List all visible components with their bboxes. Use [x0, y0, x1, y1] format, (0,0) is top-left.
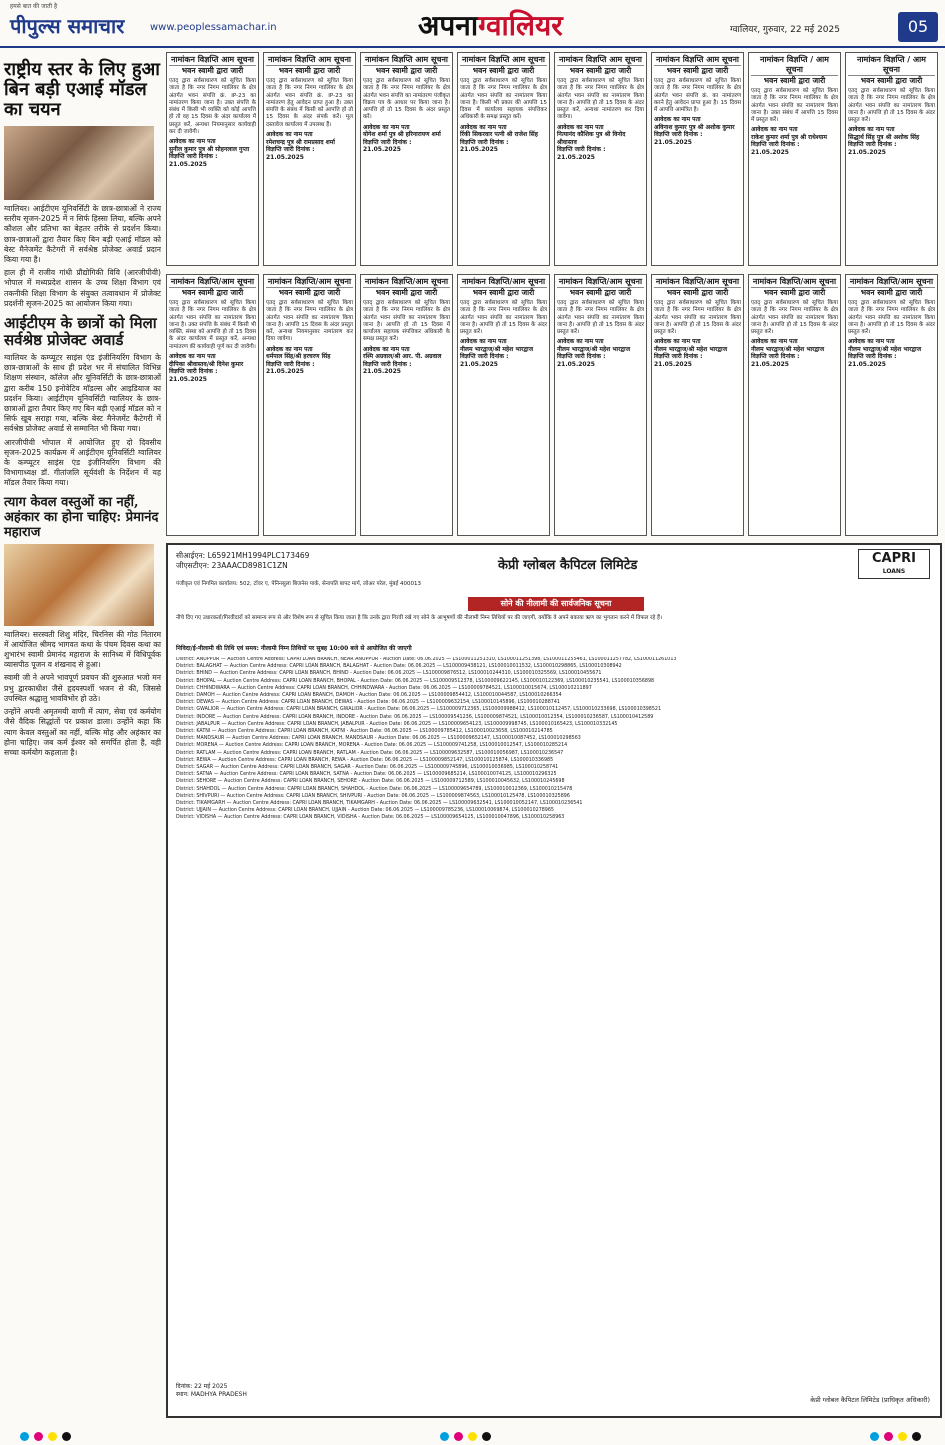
notice-signature-line: विज्ञप्ति जारी दिनांक : 21.05.2025 [169, 153, 218, 168]
name-transfer-notice [651, 274, 744, 536]
notice-body: एतद् द्वारा सर्वसाधारण को सूचित किया जाता है कि नगर निगम ग्वालियर के क्षेत्र अंतर्गत भवन संपत्ति का नामांतरण किया जाना है। आपत्ति हो तो 15 दिवस के अंदर प्रस्तुत करें। [848, 88, 935, 124]
auction-entry: District: DEWAS — Auction Centre Address: CAPRI LOAN BRANCH, DEWAS - Auction Date: 06.06.2025 — LS100009632154, LS100010145896, LS100010288741 [176, 700, 560, 706]
notice-signature-line: आवेदक का नाम पता [751, 338, 798, 346]
notice-body: एतद् द्वारा सर्वसाधारण को सूचित किया जाता है कि नगर निगम ग्वालियर के क्षेत्र अंतर्गत भवन संपत्ति का नामांतरण किया जाना है। आपत्ति हो तो 15 दिवस के अंदर प्रस्तुत करें। [654, 300, 741, 336]
notices-row-1 [166, 52, 942, 270]
auction-entry: District: CHHINDWARA — Auction Centre Address: CAPRI LOAN BRANCH, CHHINDWARA - Auction Date: 06.06.2025 — LS100009784521, LS100010015674, LS100010211897 [176, 685, 592, 691]
ad-notice-banner: सोने की नीलामी की सार्वजनिक सूचना [468, 597, 644, 611]
ad-auction-list [176, 657, 936, 1377]
notice-signature-line: नित्यानंद कौशिक पुत्र श्री विनोद श्रीवास्तव [557, 131, 626, 146]
notice-signature-line: विज्ञप्ति जारी दिनांक : 21.05.2025 [848, 353, 897, 368]
logo-sub: LOANS [882, 568, 906, 575]
registration-mark [870, 1432, 879, 1441]
notice-signature [848, 126, 935, 156]
ad-footer-signature: केप्री ग्लोबल कैपिटल लिमिटेड (प्राधिकृत अधिकारी) [810, 1396, 930, 1404]
name-transfer-notice [360, 274, 453, 536]
notice-signature [460, 338, 547, 368]
notice-signature-line: नीलम भारद्वाज/श्री महेश भारद्वाज [848, 345, 922, 353]
notice-title: नामांकन विज्ञप्ति/आम सूचना [267, 277, 352, 286]
name-transfer-notice [457, 274, 550, 536]
ad-footer-date: दिनांक: 22 मई 2025 [176, 1383, 228, 1390]
notice-title: नामांकन विज्ञप्ति आम सूचना [655, 55, 739, 64]
registration-mark [454, 1432, 463, 1441]
capri-logo [858, 549, 930, 579]
ad-cin-block [176, 551, 309, 571]
notice-signature-line: सिद्धार्थ सिंह पुत्र श्री अशोक सिंह [848, 133, 920, 141]
notice-body: एतद् द्वारा सर्वसाधारण को सूचित किया जाता है कि नगर निगम ग्वालियर के क्षेत्र अंतर्गत भवन संपत्ति का नामांतरण किया जाना है। आपत्ति 15 दिवस के अंदर प्रस्तुत करें, अन्यथा नियमानुसार नामांतरण कर दिया जावेगा। [266, 300, 353, 343]
section-title-b: ग्वालियर [478, 9, 563, 42]
notice-subtitle: भवन स्वामी द्वारा जारी [569, 66, 632, 75]
notice-signature [266, 346, 353, 376]
auction-entry: District: INDORE — Auction Centre Address: CAPRI LOAN BRANCH, INDORE - Auction Date: 06.06.2025 — LS100009541236, LS100009874521, LS100010012354, LS100010236587, LS100010412589 [176, 714, 654, 720]
notice-signature [169, 353, 256, 383]
notice-signature [848, 338, 935, 368]
auction-entry: District: BALAGHAT — Auction Centre Address: CAPRI LOAN BRANCH, BALAGHAT - Auction Date: 06.06.2025 — LS100009438121, LS100010011532, LS100010298865, LS100010308942 [176, 664, 622, 670]
registration-mark [468, 1432, 477, 1441]
registration-mark [48, 1432, 57, 1441]
notice-subtitle: भवन स्वामी द्वारा जारी [181, 288, 244, 297]
notice-signature-line: विज्ञप्ति जारी दिनांक : 21.05.2025 [557, 146, 606, 161]
notice-signature-line: विज्ञप्ति जारी दिनांक : 21.05.2025 [751, 141, 800, 156]
notice-signature-line: आवेदक का नाम पता [460, 338, 507, 346]
auction-entry: District: VIDISHA — Auction Centre Address: CAPRI LOAN BRANCH, VIDISHA - Auction Date: 06.06.2025 — LS100009654125, LS100010047896, LS100010258963 [176, 815, 565, 821]
notice-signature-line: नीलम भारद्वाज/श्री महेश भारद्वाज [654, 345, 728, 353]
notice-body: एतद् द्वारा सर्वसाधारण को सूचित किया जाता है कि नगर निगम ग्वालियर के क्षेत्र अंतर्गत भवन संपत्ति क्रं. IP-23 का नामांतरण हेतु आवेदन प्राप्त हुआ है। उक्त संपत्ति के संबंध में किसी को आपत्ति हो तो 15 दिवस के अंदर संपर्क करें। मूल दस्तावेज कार्यालय में उपलब्ध हैं। [266, 78, 353, 128]
auction-entry: District: MANDSAUR — Auction Centre Address: CAPRI LOAN BRANCH, MANDSAUR - Auction Date: 06.06.2025 — LS100009652147, LS100010087452, LS100010298563 [176, 736, 581, 742]
notice-subtitle: भवन स्वामी द्वारा जारी [278, 66, 341, 75]
notice-signature-line: रिंकी सिकरवार पत्नी श्री राजेश सिंह [460, 131, 538, 139]
dateline: ग्वालियर, गुरुवार, 22 मई 2025 [730, 25, 840, 35]
notice-signature-line: आवेदक का नाम पता [363, 123, 410, 131]
name-transfer-notice [263, 274, 356, 536]
notice-signature-line: नीलम भारद्वाज/श्री महेश भारद्वाज [460, 345, 534, 353]
notice-body: एतद् द्वारा सर्वसाधारण को सूचित किया जाता है कि नगर निगम ग्वालियर के क्षेत्र अंतर्गत भवन संपत्ति का नामांतरण किया जाना है। आपत्ति हो तो 15 दिवस के अंदर प्रस्तुत करें, अन्यथा नामांतरण कर दिया जावेगा। [557, 78, 644, 121]
notice-signature-line: राकेश कुमार शर्मा पुत्र श्री राधेश्याम [751, 133, 827, 141]
name-transfer-notice [457, 52, 550, 266]
notice-body: एतद् द्वारा सर्वसाधारण को सूचित किया जाता है कि नगर निगम ग्वालियर के क्षेत्र अंतर्गत भवन संपत्ति का नामांतरण किया जाना है। आपत्ति हो तो 15 दिवस के अंदर प्रस्तुत करें। [460, 300, 547, 336]
notice-subtitle: भवन स्वामी द्वारा जारी [860, 288, 923, 297]
notices-row-2 [166, 274, 942, 540]
name-transfer-notice [651, 52, 744, 266]
ad-office-address: पंजीकृत एवं निगमित कार्यालय: 502, टॉवर ए, पेनिनसुला बिजनेस पार्क, सेनापति बापट मार्ग, लोअर परेल, मुंबई 400013 [176, 581, 422, 587]
notice-signature [363, 346, 450, 376]
notice-signature-line: विज्ञप्ति जारी दिनांक : 21.05.2025 [169, 368, 218, 383]
notice-signature-line: आवेदक का नाम पता [654, 116, 701, 124]
auction-entry: District: JABALPUR — Auction Centre Address: CAPRI LOAN BRANCH, JABALPUR - Auction Date: 06.06.2025 — LS100009654123, LS100009998745, LS100010165423, LS100010332145 [176, 721, 618, 727]
auction-entry: District: DAMOH — Auction Centre Address: CAPRI LOAN BRANCH, DAMOH - Auction Date: 06.06.2025 — LS100009854412, LS100010044587, LS100010266354 [176, 693, 562, 699]
auction-entry: District: SEHORE — Auction Centre Address: CAPRI LOAN BRANCH, SEHORE - Auction Date: 06.06.2025 — LS100009712589, LS100010045632, LS100010245698 [176, 779, 565, 785]
ad-intro: नीचे दिए गए उधारकर्ता/गिरवीदारों को सामान्य रूप से और विशेष रूप से सूचित किया जाता है कि उनके द्वारा गिरवी रखे गए सोने के आभूषणों की नीलामी निम्न तिथियों पर की जाएगी, क्योंकि वे अपने बकाया ऋण का भुगतान करने में विफल रहे हैं। [176, 615, 663, 621]
print-registration-bar [0, 1430, 945, 1445]
notice-signature-line: नीलम भारद्वाज/श्री महेश भारद्वाज [557, 345, 631, 353]
notice-subtitle: भवन स्वामी द्वारा जारी [375, 66, 438, 75]
brand-tagline: हमसे बात की जाती है [10, 3, 58, 10]
name-transfer-notice [554, 274, 647, 536]
notice-title: नामांकन विज्ञप्ति / आम सूचना [848, 55, 935, 76]
notice-signature-line: योगेश शर्मा पुत्र श्री हरिनारायण शर्मा [363, 131, 441, 139]
notice-signature-line: विज्ञप्ति जारी दिनांक : 21.05.2025 [266, 146, 315, 161]
notice-title: नामांकन विज्ञप्ति/आम सूचना [558, 277, 643, 286]
story1-body [4, 204, 161, 309]
notice-subtitle: भवन स्वामी द्वारा जारी [666, 66, 729, 75]
auction-entry: District: BHIND — Auction Centre Address: CAPRI LOAN BRANCH, BHIND - Auction Date: 06.06.2025 — LS100009876512, LS100010244310, LS100010325569, LS100010455671 [176, 671, 602, 677]
name-transfer-notice [166, 52, 259, 266]
notice-signature [363, 124, 450, 154]
notice-signature [654, 116, 741, 146]
notice-body: एतद् द्वारा सर्वसाधारण को सूचित किया जाता है कि नगर निगम ग्वालियर के क्षेत्र अंतर्गत भवन संपत्ति का नामांतरण किया जाना है। आपत्ति हो तो 15 दिवस के अंदर प्रस्तुत करें। [848, 300, 935, 336]
notice-signature-line: रश्मि अग्रवाल/श्री आर. पी. अग्रवाल [363, 353, 442, 361]
auction-entry: District: SAGAR — Auction Centre Address: CAPRI LOAN BRANCH, SAGAR - Auction Date: 06.06.2025 — LS100009745896, LS100010036985, LS100010258741 [176, 765, 559, 771]
notice-subtitle: भवन स्वामी द्वारा जारी [763, 288, 826, 297]
registration-mark [912, 1432, 921, 1441]
notice-title: नामांकन विज्ञप्ति/आम सूचना [752, 277, 837, 286]
notice-signature-line: आवेदक का नाम पता [169, 138, 216, 146]
notice-title: नामांकन विज्ञप्ति आम सूचना [461, 55, 545, 64]
auction-entry: District: MORENA — Auction Centre Address: CAPRI LOAN BRANCH, MORENA - Auction Date: 06.06.2025 — LS100009741258, LS100010012547, LS100010285214 [176, 743, 568, 749]
name-transfer-notice [748, 274, 841, 536]
notice-title: नामांकन विज्ञप्ति आम सूचना [267, 55, 351, 64]
registration-mark [884, 1432, 893, 1441]
registration-mark [482, 1432, 491, 1441]
story3-para: स्वामी जी ने अपने भावपूर्ण प्रवचन की शुरुआत भजो मन प्रभु द्वारकाधीश जैसे हृदयस्पर्शी भजन से की, जिससे उपस्थित श्रद्धालु भावविभोर हो उठे। [4, 673, 161, 703]
registration-mark [20, 1432, 29, 1441]
logo-text: CAPRI [872, 551, 916, 566]
notice-body: एतद् द्वारा सर्वसाधारण को सूचित किया जाता है कि नगर निगम ग्वालियर के क्षेत्र अंतर्गत भवन संपत्ति क्रं. IP-23 का नामांतरण किया जाना है। उक्त संपत्ति के संबंध में किसी भी व्यक्ति को कोई आपत्ति हो तो वह 15 दिवस के अंदर कार्यालय में प्रस्तुत करें, अन्यथा नियमानुसार कार्यवाही कर दी जावेगी। [169, 78, 256, 136]
auction-entry: District: SHAHDOL — Auction Centre Address: CAPRI LOAN BRANCH, SHAHDOL - Auction Date: 06.06.2025 — LS100009654789, LS100010012369, LS100010215478 [176, 786, 573, 792]
notice-title: नामांकन विज्ञप्ति आम सूचना [558, 55, 642, 64]
notice-signature-line: विज्ञप्ति जारी दिनांक : 21.05.2025 [654, 131, 703, 146]
auction-entry: District: KATNI — Auction Centre Address: CAPRI LOAN BRANCH, KATNI - Auction Date: 06.06.2025 — LS100009785412, LS100010023658, LS100010214785 [176, 729, 553, 735]
ad-footer-place: स्थान: MADHYA PRADESH [176, 1391, 247, 1398]
ad-company-name: केप्री ग्लोबल कैपिटल लिमिटेड [498, 558, 638, 573]
notice-title: नामांकन विज्ञप्ति/आम सूचना [364, 277, 449, 286]
registration-mark [34, 1432, 43, 1441]
notice-signature [654, 338, 741, 368]
story3-para: ग्वालियर। सरस्वती शिशु मंदिर, चिरनिस की गोठ नितारम में आयोजित श्रीमद भागवत कथा के पंचम दिवस कथा का शुभारंभ स्वामी प्रेमानंद महाराज के सानिध्य में विधिपूर्वक व्यासपीठ पूजन व शंखनाद से हुआ। [4, 629, 161, 670]
notice-title: नामांकन विज्ञप्ति/आम सूचना [461, 277, 546, 286]
name-transfer-notice [845, 52, 938, 266]
notice-subtitle: भवन स्वामी द्वारा जारी [278, 288, 341, 297]
notice-title: नामांकन विज्ञप्ति/आम सूचना [655, 277, 740, 286]
name-transfer-notice [748, 52, 841, 266]
notice-signature-line: आवेदक का नाम पता [460, 123, 507, 131]
registration-mark [898, 1432, 907, 1441]
notice-subtitle: भवन स्वामी द्वारा जारी [763, 76, 826, 85]
story3-body [4, 630, 161, 758]
notice-signature-line: नीलम भारद्वाज/श्री महेश भारद्वाज [751, 345, 825, 353]
notice-signature-line: विज्ञप्ति जारी दिनांक : 21.05.2025 [363, 360, 412, 376]
left-news-column [4, 52, 161, 1432]
notice-signature-line: विज्ञप्ति जारी दिनांक : 21.05.2025 [460, 138, 509, 154]
notice-body: एतद् द्वारा सर्वसाधारण को सूचित किया जाता है कि नगर निगम ग्वालियर के क्षेत्र अंतर्गत भवन संपत्ति का नामांतरण किया जाना है। किसी भी प्रकार की आपत्ति 15 दिवस में कार्यालय सहायक संपत्तिकर अधिकारी के समक्ष प्रस्तुत करें। [460, 78, 547, 121]
notice-body: एतद् द्वारा सर्वसाधारण को सूचित किया जाता है कि नगर निगम ग्वालियर के क्षेत्र अंतर्गत भवन संपत्ति का नामांतरण पंजीकृत विक्रय पत्र के आधार पर किया जाना है। आपत्ति हो तो 15 दिवस के अंदर प्रस्तुत करें। [363, 78, 450, 121]
masthead [0, 0, 945, 48]
notice-title: नामांकन विज्ञप्ति/आम सूचना [170, 277, 255, 286]
auction-entry: District: REWA — Auction Centre Address: CAPRI LOAN BRANCH, REWA - Auction Date: 06.06.2025 — LS100009852147, LS100010125874, LS100010336985 [176, 757, 554, 763]
name-transfer-notice [360, 52, 453, 266]
notice-body: एतद् द्वारा सर्वसाधारण को सूचित किया जाता है कि नगर निगम ग्वालियर के क्षेत्र अंतर्गत भवन संपत्ति क्रं. का नामांतरण करने हेतु आवेदन प्राप्त हुआ है। 15 दिवस में आपत्ति आमंत्रित है। [654, 78, 741, 114]
notice-signature-line: आवेदक का नाम पता [654, 338, 701, 346]
story1-para: हाल ही में राजीव गांधी प्रौद्योगिकी विवि (आरजीपीवी) भोपाल में मध्यप्रदेश शासन के उच्च शिक्षा विभाग एवं तकनीकी शिक्षा विभाग के संयुक्त तत्वावधान में प्रोजेक्ट प्रदर्शनी सृजन-2025 का आयोजन किया गया। [4, 268, 161, 308]
name-transfer-notice [554, 52, 647, 266]
notice-signature-line: आवेदक का नाम पता [266, 131, 313, 139]
notice-body: एतद् द्वारा सर्वसाधारण को सूचित किया जाता है कि नगर निगम ग्वालियर के क्षेत्र अंतर्गत भवन संपत्ति का नामांतरण किया जाना है। आपत्ति हो तो 15 दिवस के अंदर प्रस्तुत करें। [751, 300, 838, 336]
notice-subtitle: भवन स्वामी द्वारा जारी [181, 66, 244, 75]
story3-headline: त्याग केवल वस्तुओं का नहीं, अहंकार का होना चाहिए: प्रेमानंद महाराज [4, 494, 159, 540]
page-number: 05 [898, 12, 938, 42]
notice-signature-line: विज्ञप्ति जारी दिनांक : 21.05.2025 [557, 353, 606, 368]
story2-para: आरजीपीवी भोपाल में आयोजित हुए दो दिवसीय सृजन-2025 कार्यक्रम में आईटीएम यूनिवर्सिटी ग्वालियर के कम्प्यूटर साइंस एंड इंजीनियरिंग विभाग की विभागाध्यक्ष डॉ. गीतांजलि सूर्यवंशी के निर्देशन में यह मॉडल तैयार किया गया। [4, 437, 161, 488]
notice-subtitle: भवन स्वामी द्वारा जारी [472, 66, 535, 75]
notice-title: नामांकन विज्ञप्ति / आम सूचना [751, 55, 838, 76]
auction-entry: District: SHIVPURI — Auction Centre Address: CAPRI LOAN BRANCH, SHIVPURI - Auction Date: 06.06.2025 — LS100009874563, LS100010125478, LS100010325896 [176, 793, 570, 799]
notice-body: एतद् द्वारा सर्वसाधारण को सूचित किया जाता है कि नगर निगम ग्वालियर के क्षेत्र अंतर्गत भवन संपत्ति का नामांतरण किया जाना है। उक्त संबंध में आपत्ति 15 दिवस में प्रस्तुत करें। [751, 88, 838, 124]
story1-headline: राष्ट्रीय स्तर के लिए हुआ बिन बड़ी एआई मॉडल का चयन [4, 59, 160, 120]
notice-signature-line: आवेदक का नाम पता [363, 345, 410, 353]
brand-name: पीपुल्स समाचार [10, 14, 125, 38]
notice-subtitle: भवन स्वामी द्वारा जारी [860, 76, 923, 85]
ad-gstin: जीएसटीएन: 23AAACD8981C1ZN [176, 561, 288, 570]
auction-entry: District: GWALIOR — Auction Centre Address: CAPRI LOAN BRANCH, GWALIOR - Auction Date: 06.06.2025 — LS100009712365, LS100009988412, LS100010112457, LS100010233698, LS100010398521 [176, 707, 662, 713]
notice-title: नामांकन विज्ञप्ति आम सूचना [364, 55, 448, 64]
auction-entry: District: UJJAIN — Auction Centre Address: CAPRI LOAN BRANCH, UJJAIN - Auction Date: 06.06.2025 — LS100009785236, LS100010069874, LS100010278965 [176, 808, 554, 814]
story2-headline: आईटीएम के छात्रों को मिला सर्वश्रेष्ठ प्रोजेक्ट अवार्ड [4, 314, 157, 350]
auction-entry: District: SATNA — Auction Centre Address: CAPRI LOAN BRANCH, SATNA - Auction Date: 06.06.2025 — LS100009685214, LS100010074125, LS100010296325 [176, 772, 557, 778]
notice-title: नामांकन विज्ञप्ति आम सूचना [170, 55, 254, 64]
registration-mark [62, 1432, 71, 1441]
notice-signature-line: दीपिका श्रीवास्तव/श्री दिनेश कुमार [169, 360, 244, 368]
story3-photo [4, 544, 154, 626]
registration-mark [440, 1432, 449, 1441]
auction-entry: District: BHOPAL — Auction Centre Address: CAPRI LOAN BRANCH, BHOPAL - Auction Date: 06.06.2025 — LS100009512378, LS100009622145, LS100010122369, LS100010235541, LS100010356898 [176, 678, 655, 684]
notice-signature-line: आवेदक का नाम पता [169, 353, 216, 361]
notice-signature-line: विज्ञप्ति जारी दिनांक : 21.05.2025 [848, 141, 897, 156]
ad-auction-note: निविदा/ई-नीलामी की तिथि एवं समय: नीलामी निम्न तिथियों पर सुबह 10:00 बजे से आयोजित की जाएगी [176, 645, 412, 652]
name-transfer-notice [166, 274, 259, 536]
notice-signature-line: आवेदक का नाम पता [751, 126, 798, 134]
notice-signature [557, 338, 644, 368]
notice-signature-line: सुनील कुमार पुत्र श्री सोहनलाल गुप्ता [169, 145, 250, 153]
notice-signature [557, 124, 644, 162]
auction-entry: District: TIKAMGARH — Auction Centre Address: CAPRI LOAN BRANCH, TIKAMGARH - Auction Date: 06.06.2025 — LS100009632541, LS100010052147, LS100010236541 [176, 801, 583, 807]
notice-signature [169, 138, 256, 168]
story2-para: ग्वालियर के कम्प्यूटर साइंस एंड इंजीनियरिंग विभाग के छात्र-छात्राओं के साथ ही प्रदेश भर में संचालित विभिन्न शिक्षण संस्थान, कॉलेज और यूनिवर्सिटी के छात्र-छात्राओं द्वारा करीब 150 इनोवेटिव मॉडल्स और आइडियाज का प्रदर्शन किया। आईटीएम यूनिवर्सिटी ग्वालियर के छात्र-छात्राओं द्वारा तैयार किए गए बिन बड़ी एआई मॉडल को न सिर्फ खूब सराहा गया, बल्कि बेस्ट मैनेजमेंट कैटेगरी में सर्वश्रेष्ठ प्रोजेक्ट अवार्ड से सम्मानित भी किया गया। [4, 353, 161, 434]
ad-footer [176, 1383, 247, 1399]
ad-cin: सीआईएन: L65921MH1994PLC173469 [176, 551, 310, 560]
notice-signature-line: आवेदक का नाम पता [848, 126, 895, 134]
notice-signature [460, 124, 547, 154]
notice-signature-line: आवेदक का नाम पता [848, 338, 895, 346]
section-title-a: अपना [418, 9, 479, 42]
notice-signature-line: विज्ञप्ति जारी दिनांक : 21.05.2025 [363, 138, 412, 154]
notice-signature-line: आवेदक का नाम पता [557, 123, 604, 131]
notice-subtitle: भवन स्वामी द्वारा जारी [666, 288, 729, 297]
notice-subtitle: भवन स्वामी द्वारा जारी [375, 288, 438, 297]
notice-title: नामांकन विज्ञप्ति/आम सूचना [849, 277, 934, 286]
notice-signature-line: विज्ञप्ति जारी दिनांक : 21.05.2025 [460, 353, 509, 368]
story3-para: उन्होंने अपनी अमृतमयी वाणी में त्याग, सेवा एवं कर्मयोग जैसे वैदिक सिद्धांतों पर प्रकाश डाला। उन्होंने कहा कि त्याग केवल वस्तुओं का नहीं, बल्कि मोह और अहंकार का होना चाहिए। जब कर्म ईश्वर को समर्पित होता है, वही सच्चा कर्मयोग कहलाता है। [4, 707, 161, 757]
notice-signature [751, 126, 838, 156]
notice-signature [266, 131, 353, 161]
auction-entry: District: RATLAM — Auction Centre Address: CAPRI LOAN BRANCH, RATLAM - Auction Date: 06.06.2025 — LS100009632587, LS100010056987, LS100010236547 [176, 750, 564, 756]
notice-signature-line: विज्ञप्ति जारी दिनांक : 21.05.2025 [654, 353, 703, 368]
notice-signature-line: अविनाश कुमार पुत्र श्री अशोक कुमार [654, 123, 735, 131]
notice-subtitle: भवन स्वामी द्वारा जारी [569, 288, 632, 297]
section-title [418, 6, 563, 44]
notice-body: एतद् द्वारा सर्वसाधारण को सूचित किया जाता है कि नगर निगम ग्वालियर के क्षेत्र अंतर्गत भवन संपत्ति का नामांतरण किया जाना है। उक्त संपत्ति के संबंध में किसी भी व्यक्ति, संस्था को आपत्ति हो तो 15 दिवस के अंदर कार्यालय में प्रस्तुत करें, अन्यथा नामांतरण की कार्यवाही पूर्ण कर दी जावेगी। [169, 300, 256, 350]
notice-signature-line: रमेशचन्द्र पुत्र श्री रामप्रसाद शर्मा [266, 138, 335, 146]
notice-signature-line: आवेदक का नाम पता [557, 338, 604, 346]
notice-signature-line: धर्मपाल सिंह/श्री हरचरण सिंह [266, 353, 331, 361]
name-transfer-notice [263, 52, 356, 266]
story1-para: ग्वालियर। आईटीएम यूनिवर्सिटी के छात्र-छात्राओं ने राज्य स्तरीय सृजन-2025 में न सिर्फ हिस्सा लिया, बल्कि अपने कौशल और प्रतिभा का बेहतर तरीके से प्रदर्शन किया। छात्र-छात्राओं द्वारा तैयार किए बिन बड़ी एआई मॉडल को बेस्ट मैनेजमेंट कैटेगरी में सर्वश्रेष्ठ प्रोजेक्ट अवार्ड प्रदान किया गया है। [4, 204, 161, 265]
notice-signature-line: विज्ञप्ति जारी दिनांक : 21.05.2025 [751, 353, 800, 368]
website-url[interactable]: www.peoplessamachar.in [150, 22, 277, 33]
auction-entry: District: ANUPPUR — Auction Centre Address: CAPRI LOAN BRANCH, NEAR ANUPPUR - Auction Date: 06.06.2025 — LS100011251310, LS100011251398, LS100011255461, LS100011257782, LS100011261013 [176, 657, 677, 662]
name-transfer-notice [845, 274, 938, 536]
story2-body [4, 353, 161, 489]
notice-signature-line: विज्ञप्ति जारी दिनांक : 21.05.2025 [266, 360, 315, 376]
newspaper-logo[interactable] [10, 3, 125, 39]
notice-body: एतद् द्वारा सर्वसाधारण को सूचित किया जाता है कि नगर निगम ग्वालियर के क्षेत्र अंतर्गत भवन संपत्ति का नामांतरण किया जाना है। आपत्ति हो तो 15 दिवस के अंदर प्रस्तुत करें। [557, 300, 644, 336]
notice-subtitle: भवन स्वामी द्वारा जारी [472, 288, 535, 297]
capri-auction-ad [166, 543, 942, 1418]
notice-signature-line: आवेदक का नाम पता [266, 345, 313, 353]
notice-signature [751, 338, 838, 368]
story1-photo [4, 126, 154, 200]
notice-body: एतद् द्वारा सर्वसाधारण को सूचित किया जाता है कि नगर निगम ग्वालियर के क्षेत्र अंतर्गत भवन संपत्ति का नामांतरण किया जाना है। आपत्ति हो तो 15 दिवस में कार्यालय सहायक संपत्तिकर अधिकारी के समक्ष प्रस्तुत करें। [363, 300, 450, 343]
